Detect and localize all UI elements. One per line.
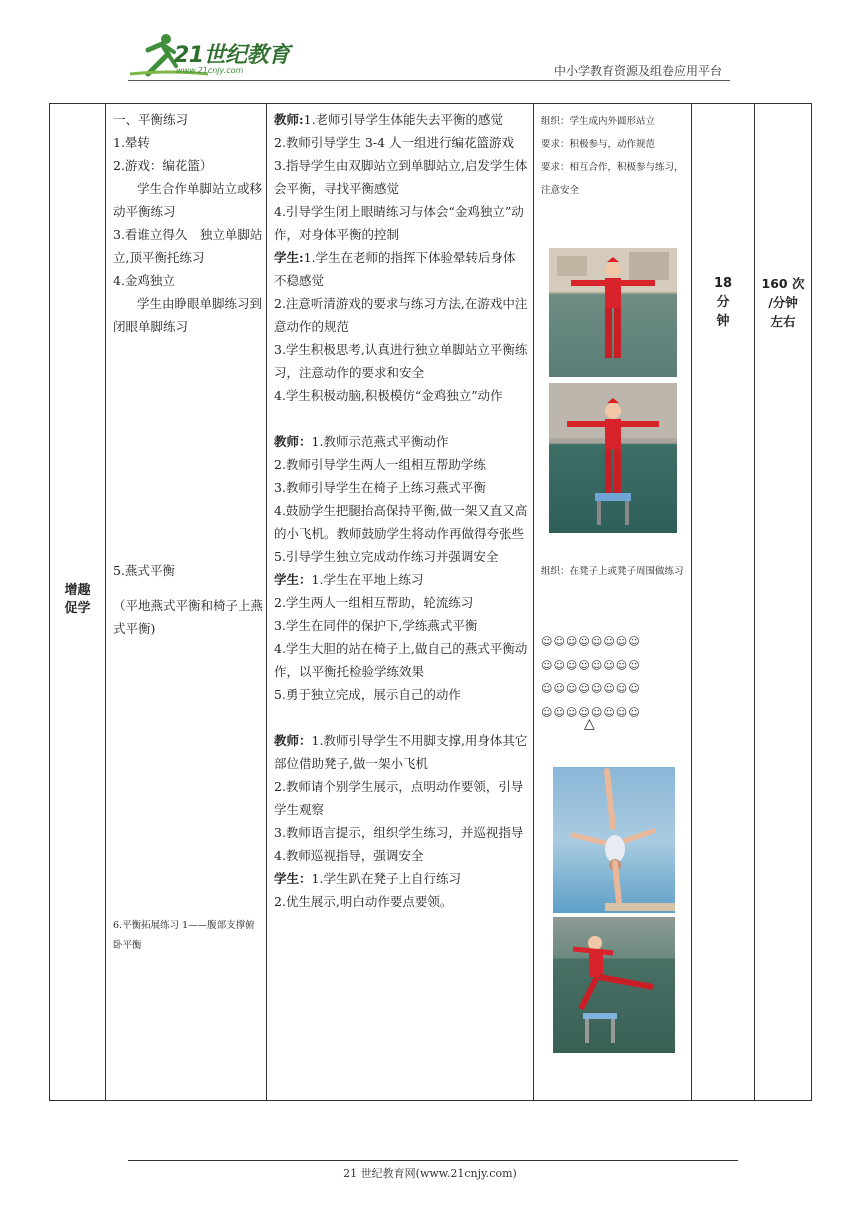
phase-cell <box>50 104 106 1101</box>
photo-gymnast-balance-beam <box>553 767 675 913</box>
formation-row: ☺☺☺☺☺☺☺☺ <box>541 658 641 672</box>
content-cell <box>106 104 267 1101</box>
content-section-balance: 一、平衡练习 1.晕转 2.游戏：编花篮） 学生合作单脚站立或移动平衡练习 3.看谁立得久 独立单脚站立,顶平衡托练习 4.金鸡独立 学生由睁眼单脚练习到闭眼单脚练习 <box>113 112 263 334</box>
platform-name: 中小学教育资源及组卷应用平台 <box>553 64 722 78</box>
load-cell <box>755 104 812 1101</box>
time-cell <box>692 104 755 1101</box>
formation-row: ☺☺☺☺☺☺☺☺ <box>541 705 641 719</box>
lesson-plan-table <box>49 103 812 1101</box>
content-section-swallow: 5.燕式平衡 （平地燕式平衡和椅子上燕式平衡) <box>113 562 264 636</box>
content-section-extension: 6.平衡拓展练习 1——腹部支撑俯卧平衡 <box>113 920 255 951</box>
method-cell <box>267 104 534 1101</box>
time-value: 18 分 钟 <box>713 276 733 329</box>
phase-label: 增趣 促学 <box>64 583 91 616</box>
teacher-position-icon: △ <box>584 716 595 732</box>
formation-row: ☺☺☺☺☺☺☺☺ <box>541 635 641 648</box>
organization-text-chair: 组织：在凳子上或凳子周围做练习 <box>541 566 684 577</box>
footer-divider <box>128 1160 738 1161</box>
photo-child-prone-on-stool <box>553 917 675 1053</box>
formation-diagram <box>541 630 686 724</box>
table-row <box>50 104 812 1101</box>
footer-text: 21 世纪教育网(www.21cnjy.com) <box>343 1167 517 1180</box>
load-value: 160 次 /分钟 左右 <box>761 276 805 329</box>
photo-standing-child <box>549 248 677 377</box>
logo-text: 21世纪教育 <box>174 43 290 68</box>
organization-text: 组织：学生成内外圆形站立 要求：积极参与，动作规范 要求：相互合作，积极参与练习，注意安全 <box>541 116 684 196</box>
organization-cell <box>534 104 692 1101</box>
header-divider <box>128 80 730 81</box>
photo-child-on-chair <box>549 383 677 533</box>
page-header <box>0 0 860 85</box>
method-text: 教师:1.老师引导学生体能失去平衡的感觉 2.教师引导学生 3-4 人一组进行编花篮游戏 3.指导学生由双脚站立到单脚站立,启发学生体会平衡，寻找平衡感觉 4.引导学生闭上眼睛练习与体会“金鸡独立”动作，对身体平衡的控制 学生:1.学生在老师的指挥下体验晕转后身体不稳感觉 2.注意听清游戏的要求与练习方法,在游戏中注意动作的规范 3.学生积极思考,认真进行独立单脚站立平衡练习，注意动作的要求和安全 4.学生积极动脑,积极模仿“金鸡独立”动作 教师：1.教师示范燕式平衡动作 2.教师引导学生两人一组相互帮助学练 3.教师引导学生在椅子上练习燕式平衡 4.鼓励学生把腿抬高保持平衡,做一架又直又高的小飞机。教师鼓励学生将动作再做得夸张些 5.引导学生独立完成动作练习并强调安全 学生：1.学生在平地上练习 2.学生两人一组相互帮助，轮流练习 3.学生在同伴的保护下,学练燕式平衡 4.学生大胆的站在椅子上,做自己的燕式平衡动作，以平衡托检验学练效果 5.勇于独立完成，展示自己的动作 教师：1.教师引导学生不用脚支撑,用身体其它部位借助凳子,做一架小飞机 2.教师请个别学生展示，点明动作要领，引导学生观察 3.教师语言提示，组织学生练习，并巡视指导 4.教师巡视指导，强调安全 学生：1.学生趴在凳子上自行练习 2.优生展示,明白动作要点要领。 <box>274 112 528 909</box>
logo-url: www.21cnjy.com <box>176 66 244 75</box>
formation-row: ☺☺☺☺☺☺☺☺ <box>541 682 641 695</box>
